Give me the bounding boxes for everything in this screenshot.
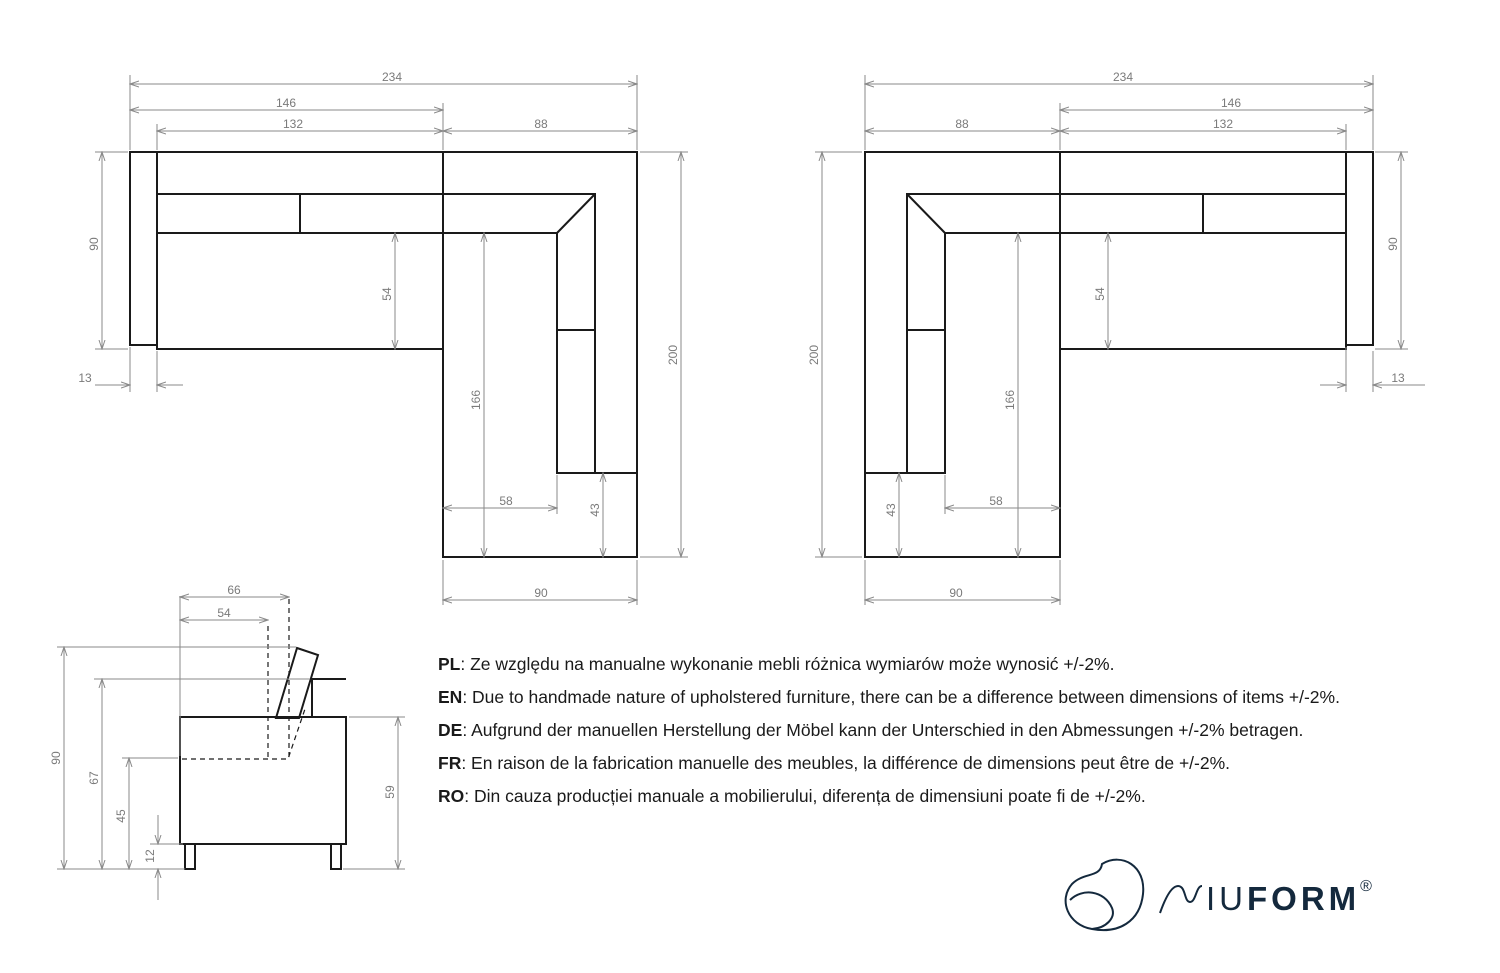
dim-seat-width: 132 [282,117,304,131]
note-fr [438,747,1340,780]
dim-total-height: 90 [49,751,63,765]
dim-corner-width: 88 [534,117,548,131]
brand-bold-text: FORM [1247,880,1361,917]
dim-seat-depth: 54 [217,606,231,620]
note-text: : Din cauza producției manuale a mobilierului, diferența de dimensiuni poate fi de +/-2%. [464,786,1146,806]
dim-overall-width: 234 [1112,70,1134,84]
dim-height: 90 [87,237,101,251]
dim-seat-depth: 58 [499,494,513,508]
right-plan-outline [865,152,1373,557]
dim-overall-width: 234 [381,70,403,84]
note-lang-code: EN [438,687,463,707]
dim-height: 90 [1386,237,1400,251]
note-lang-code: DE [438,720,463,740]
note-text: : Ze względu na manualne wykonanie mebli różnica wymiarów może wynosić +/-2%. [460,654,1115,674]
dim-bottom-depth: 43 [588,503,602,517]
brand-thin-text: IU [1206,880,1247,917]
dim-back-depth: 54 [380,287,394,301]
dim-sofa-width: 146 [275,96,297,110]
disclaimer-notes [438,648,1340,813]
dim-arm-height: 59 [383,785,397,799]
note-lang-code: RO [438,786,465,806]
dim-corner-width: 88 [955,117,969,131]
note-text: : Due to handmade nature of upholstered furniture, there can be a difference between dimensions of items +/-2%. [462,687,1340,707]
dim-back-height: 67 [87,771,101,785]
side-view-outline [180,596,346,869]
side-view-dimension-lines [57,596,405,900]
dim-chaise-width: 90 [949,586,963,600]
dim-total-depth: 200 [666,344,680,366]
dim-chaise-width: 90 [534,586,548,600]
dim-arm-width: 13 [1391,371,1405,385]
registered-mark: ® [1360,878,1372,895]
brand-wordmark [1158,880,1372,918]
right-plan-view [807,70,1425,605]
note-de [438,714,1340,747]
dim-seat-depth: 58 [989,494,1003,508]
dim-chaise-length: 166 [1003,389,1017,411]
note-ro [438,780,1340,813]
left-plan-outline [130,152,637,557]
dim-bottom-depth: 43 [884,503,898,517]
left-plan-view [78,70,688,605]
dim-leg-height: 12 [143,849,157,863]
dim-seat-height: 45 [114,809,128,823]
dim-chaise-length: 166 [469,389,483,411]
left-plan-dimension-labels [78,70,680,600]
note-lang-code: PL [438,654,461,674]
side-view-dimension-labels [49,583,397,863]
dim-top-depth: 66 [227,583,241,597]
dim-arm-width: 13 [78,371,92,385]
dim-seat-width: 132 [1212,117,1234,131]
right-plan-dimension-labels [807,70,1405,600]
side-view [49,583,405,900]
note-lang-code: FR [438,753,462,773]
note-pl [438,648,1340,681]
left-plan-dimension-lines [95,75,688,605]
note-text: : En raison de la fabrication manuelle des meubles, la différence de dimensions peut être de +/-2%. [461,753,1231,773]
note-en [438,681,1340,714]
dim-sofa-width: 146 [1220,96,1242,110]
dim-back-depth: 54 [1093,287,1107,301]
dim-total-depth: 200 [807,344,821,366]
note-text: : Aufgrund der manuellen Herstellung der Möbel kann der Unterschied in den Abmessungen +/-2% betragen. [462,720,1304,740]
